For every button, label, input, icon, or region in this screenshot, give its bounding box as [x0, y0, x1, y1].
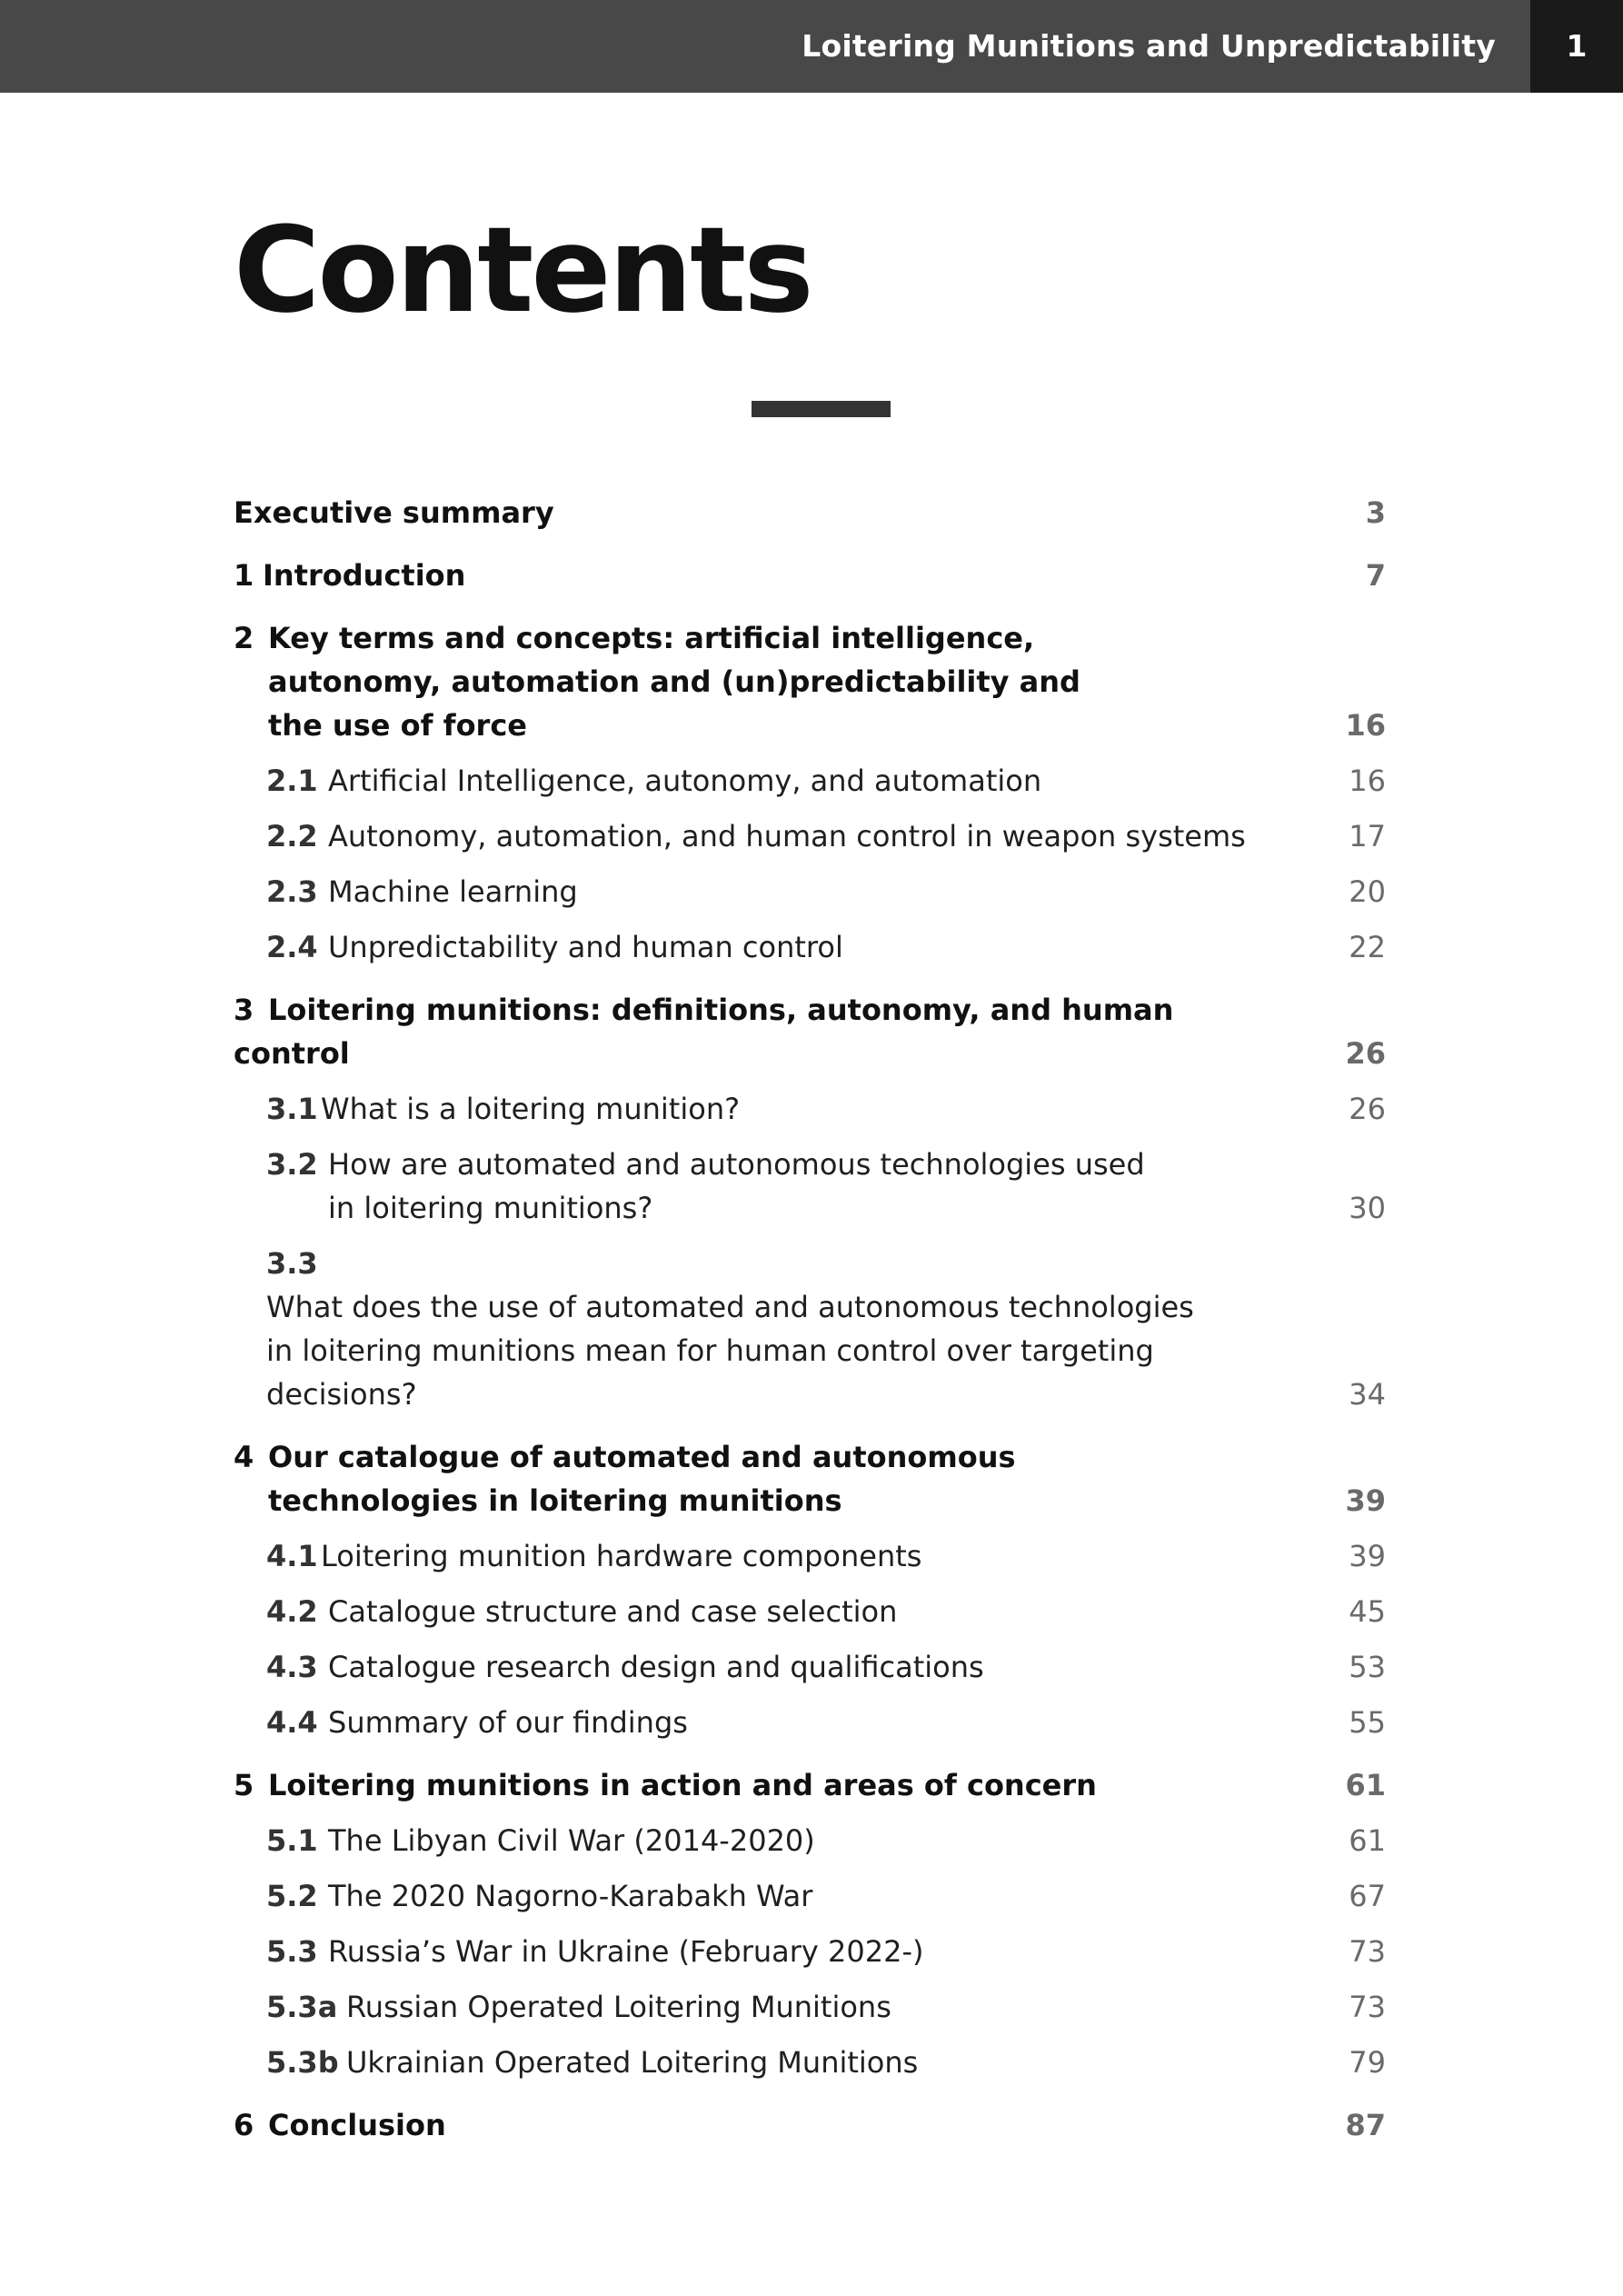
- toc-entry-label: Loitering munitions: definitions, autonomy, and human control: [234, 993, 1174, 1071]
- page-title: Contents: [234, 201, 812, 339]
- toc-entry-number: 5.3: [266, 1934, 318, 1969]
- page-number: 1: [1530, 0, 1623, 93]
- toc-entry-label: How are automated and autonomous technologies used in loitering munitions?: [328, 1147, 1145, 1225]
- toc-entry-label: Executive summary: [234, 495, 554, 530]
- toc-entry-page: 7: [1365, 558, 1386, 593]
- toc-entry-number: 2.2: [266, 819, 318, 854]
- toc-entry-page: 55: [1349, 1705, 1386, 1740]
- toc-entry-label: Catalogue structure and case selection: [328, 1594, 898, 1629]
- running-title: Loitering Munitions and Unpredictability: [802, 28, 1496, 64]
- toc-entry-executive-summary[interactable]: [234, 491, 1386, 534]
- toc-entry-number: 3: [234, 993, 254, 1027]
- toc-entry-number: 4.2: [266, 1594, 318, 1629]
- toc-entry-section-3-3[interactable]: [234, 1242, 1386, 1416]
- toc-entry-label: Introduction: [263, 558, 466, 593]
- toc-entry-label: What does the use of automated and autonomous technologies in loitering munitions mean for human control over targeting decisions?: [266, 1290, 1194, 1412]
- toc-entry-page: 26: [1349, 1092, 1386, 1126]
- toc-entry-label: Autonomy, automation, and human control in weapon systems: [328, 819, 1246, 854]
- toc-entry-page: 17: [1349, 819, 1386, 854]
- toc-entry-label: Unpredictability and human control: [328, 930, 843, 964]
- table-of-contents: [234, 491, 1386, 2147]
- toc-entry-section-4-4[interactable]: [234, 1701, 1386, 1744]
- toc-entry-section-2-3[interactable]: [234, 870, 1386, 913]
- toc-entry-page: 39: [1345, 1483, 1386, 1518]
- toc-entry-section-5-2[interactable]: [234, 1874, 1386, 1918]
- toc-entry-number: 5.1: [266, 1823, 318, 1858]
- toc-entry-label: Russian Operated Loitering Munitions: [346, 1990, 891, 2024]
- toc-entry-number: 4.1: [266, 1539, 318, 1573]
- toc-entry-section-3-2[interactable]: [234, 1143, 1386, 1230]
- title-divider: [752, 401, 891, 417]
- toc-entry-label: The 2020 Nagorno-Karabakh War: [328, 1879, 813, 1913]
- toc-entry-number: 4: [234, 1440, 254, 1474]
- toc-entry-label: Loitering munitions in action and areas of concern: [268, 1768, 1097, 1802]
- toc-entry-page: 53: [1349, 1650, 1386, 1684]
- toc-entry-page: 3: [1365, 495, 1386, 530]
- toc-entry-label: Summary of our findings: [328, 1705, 688, 1740]
- toc-entry-label: Conclusion: [268, 2108, 446, 2142]
- toc-entry-page: 16: [1345, 708, 1386, 743]
- toc-entry-chapter-6[interactable]: [234, 2103, 1386, 2147]
- toc-entry-number: 5: [234, 1768, 254, 1802]
- toc-entry-number: 2.4: [266, 930, 318, 964]
- toc-entry-label: Artificial Intelligence, autonomy, and automation: [328, 764, 1042, 798]
- toc-entry-section-4-3[interactable]: [234, 1645, 1386, 1689]
- toc-entry-label: Ukrainian Operated Loitering Munitions: [346, 2045, 919, 2080]
- toc-entry-section-4-1[interactable]: [234, 1534, 1386, 1578]
- toc-entry-number: 3.2: [266, 1147, 318, 1182]
- toc-entry-number: 5.3b: [266, 2045, 339, 2080]
- toc-entry-page: 26: [1345, 1036, 1386, 1071]
- toc-entry-label: Our catalogue of automated and autonomous technologies in loitering munitions: [268, 1440, 1016, 1518]
- toc-entry-section-2-2[interactable]: [234, 814, 1386, 858]
- toc-entry-section-2-1[interactable]: [234, 759, 1386, 803]
- toc-entry-chapter-2[interactable]: [234, 616, 1386, 747]
- toc-entry-page: 39: [1349, 1539, 1386, 1573]
- toc-entry-page: 73: [1349, 1990, 1386, 2024]
- toc-entry-label: What is a loitering munition?: [321, 1092, 741, 1126]
- toc-entry-number: 6: [234, 2108, 254, 2142]
- toc-entry-section-5-3[interactable]: [234, 1930, 1386, 1973]
- toc-entry-number: 5.3a: [266, 1990, 338, 2024]
- toc-entry-page: 45: [1349, 1594, 1386, 1629]
- toc-entry-number: 4.3: [266, 1650, 318, 1684]
- toc-entry-section-3-1[interactable]: [234, 1087, 1386, 1131]
- toc-entry-number: 5.2: [266, 1879, 318, 1913]
- toc-entry-label: Russia’s War in Ukraine (February 2022-): [328, 1934, 924, 1969]
- toc-entry-label: Key terms and concepts: artificial intelligence, autonomy, automation and (un)predictability and the use of force: [268, 621, 1080, 743]
- toc-entry-chapter-3[interactable]: [234, 988, 1386, 1075]
- toc-entry-page: 67: [1349, 1879, 1386, 1913]
- toc-entry-number: 2.3: [266, 874, 318, 909]
- toc-entry-number: 4.4: [266, 1705, 318, 1740]
- toc-entry-section-5-3a[interactable]: [234, 1985, 1386, 2029]
- toc-entry-number: 3.3: [266, 1246, 318, 1281]
- toc-entry-page: 16: [1349, 764, 1386, 798]
- toc-entry-page: 34: [1349, 1377, 1386, 1412]
- toc-entry-section-2-4[interactable]: [234, 925, 1386, 969]
- toc-entry-number: 2.1: [266, 764, 318, 798]
- toc-entry-page: 20: [1349, 874, 1386, 909]
- toc-entry-page: 61: [1345, 1768, 1386, 1802]
- toc-entry-label: Loitering munition hardware components: [321, 1539, 922, 1573]
- toc-entry-number: 1: [234, 558, 254, 593]
- toc-entry-label: The Libyan Civil War (2014-2020): [328, 1823, 815, 1858]
- toc-entry-number: 3.1: [266, 1092, 318, 1126]
- toc-entry-page: 22: [1349, 930, 1386, 964]
- toc-entry-label: Machine learning: [328, 874, 578, 909]
- toc-entry-chapter-4[interactable]: [234, 1435, 1386, 1522]
- toc-entry-page: 73: [1349, 1934, 1386, 1969]
- toc-entry-chapter-1[interactable]: [234, 554, 1386, 597]
- toc-entry-page: 61: [1349, 1823, 1386, 1858]
- toc-entry-page: 87: [1345, 2108, 1386, 2142]
- toc-entry-page: 79: [1349, 2045, 1386, 2080]
- toc-entry-section-5-3b[interactable]: [234, 2041, 1386, 2084]
- running-header: [0, 0, 1623, 93]
- toc-entry-number: 2: [234, 621, 254, 655]
- toc-entry-page: 30: [1349, 1191, 1386, 1225]
- toc-entry-label: Catalogue research design and qualifications: [328, 1650, 984, 1684]
- toc-entry-section-5-1[interactable]: [234, 1819, 1386, 1862]
- toc-entry-section-4-2[interactable]: [234, 1590, 1386, 1633]
- toc-entry-chapter-5[interactable]: [234, 1763, 1386, 1807]
